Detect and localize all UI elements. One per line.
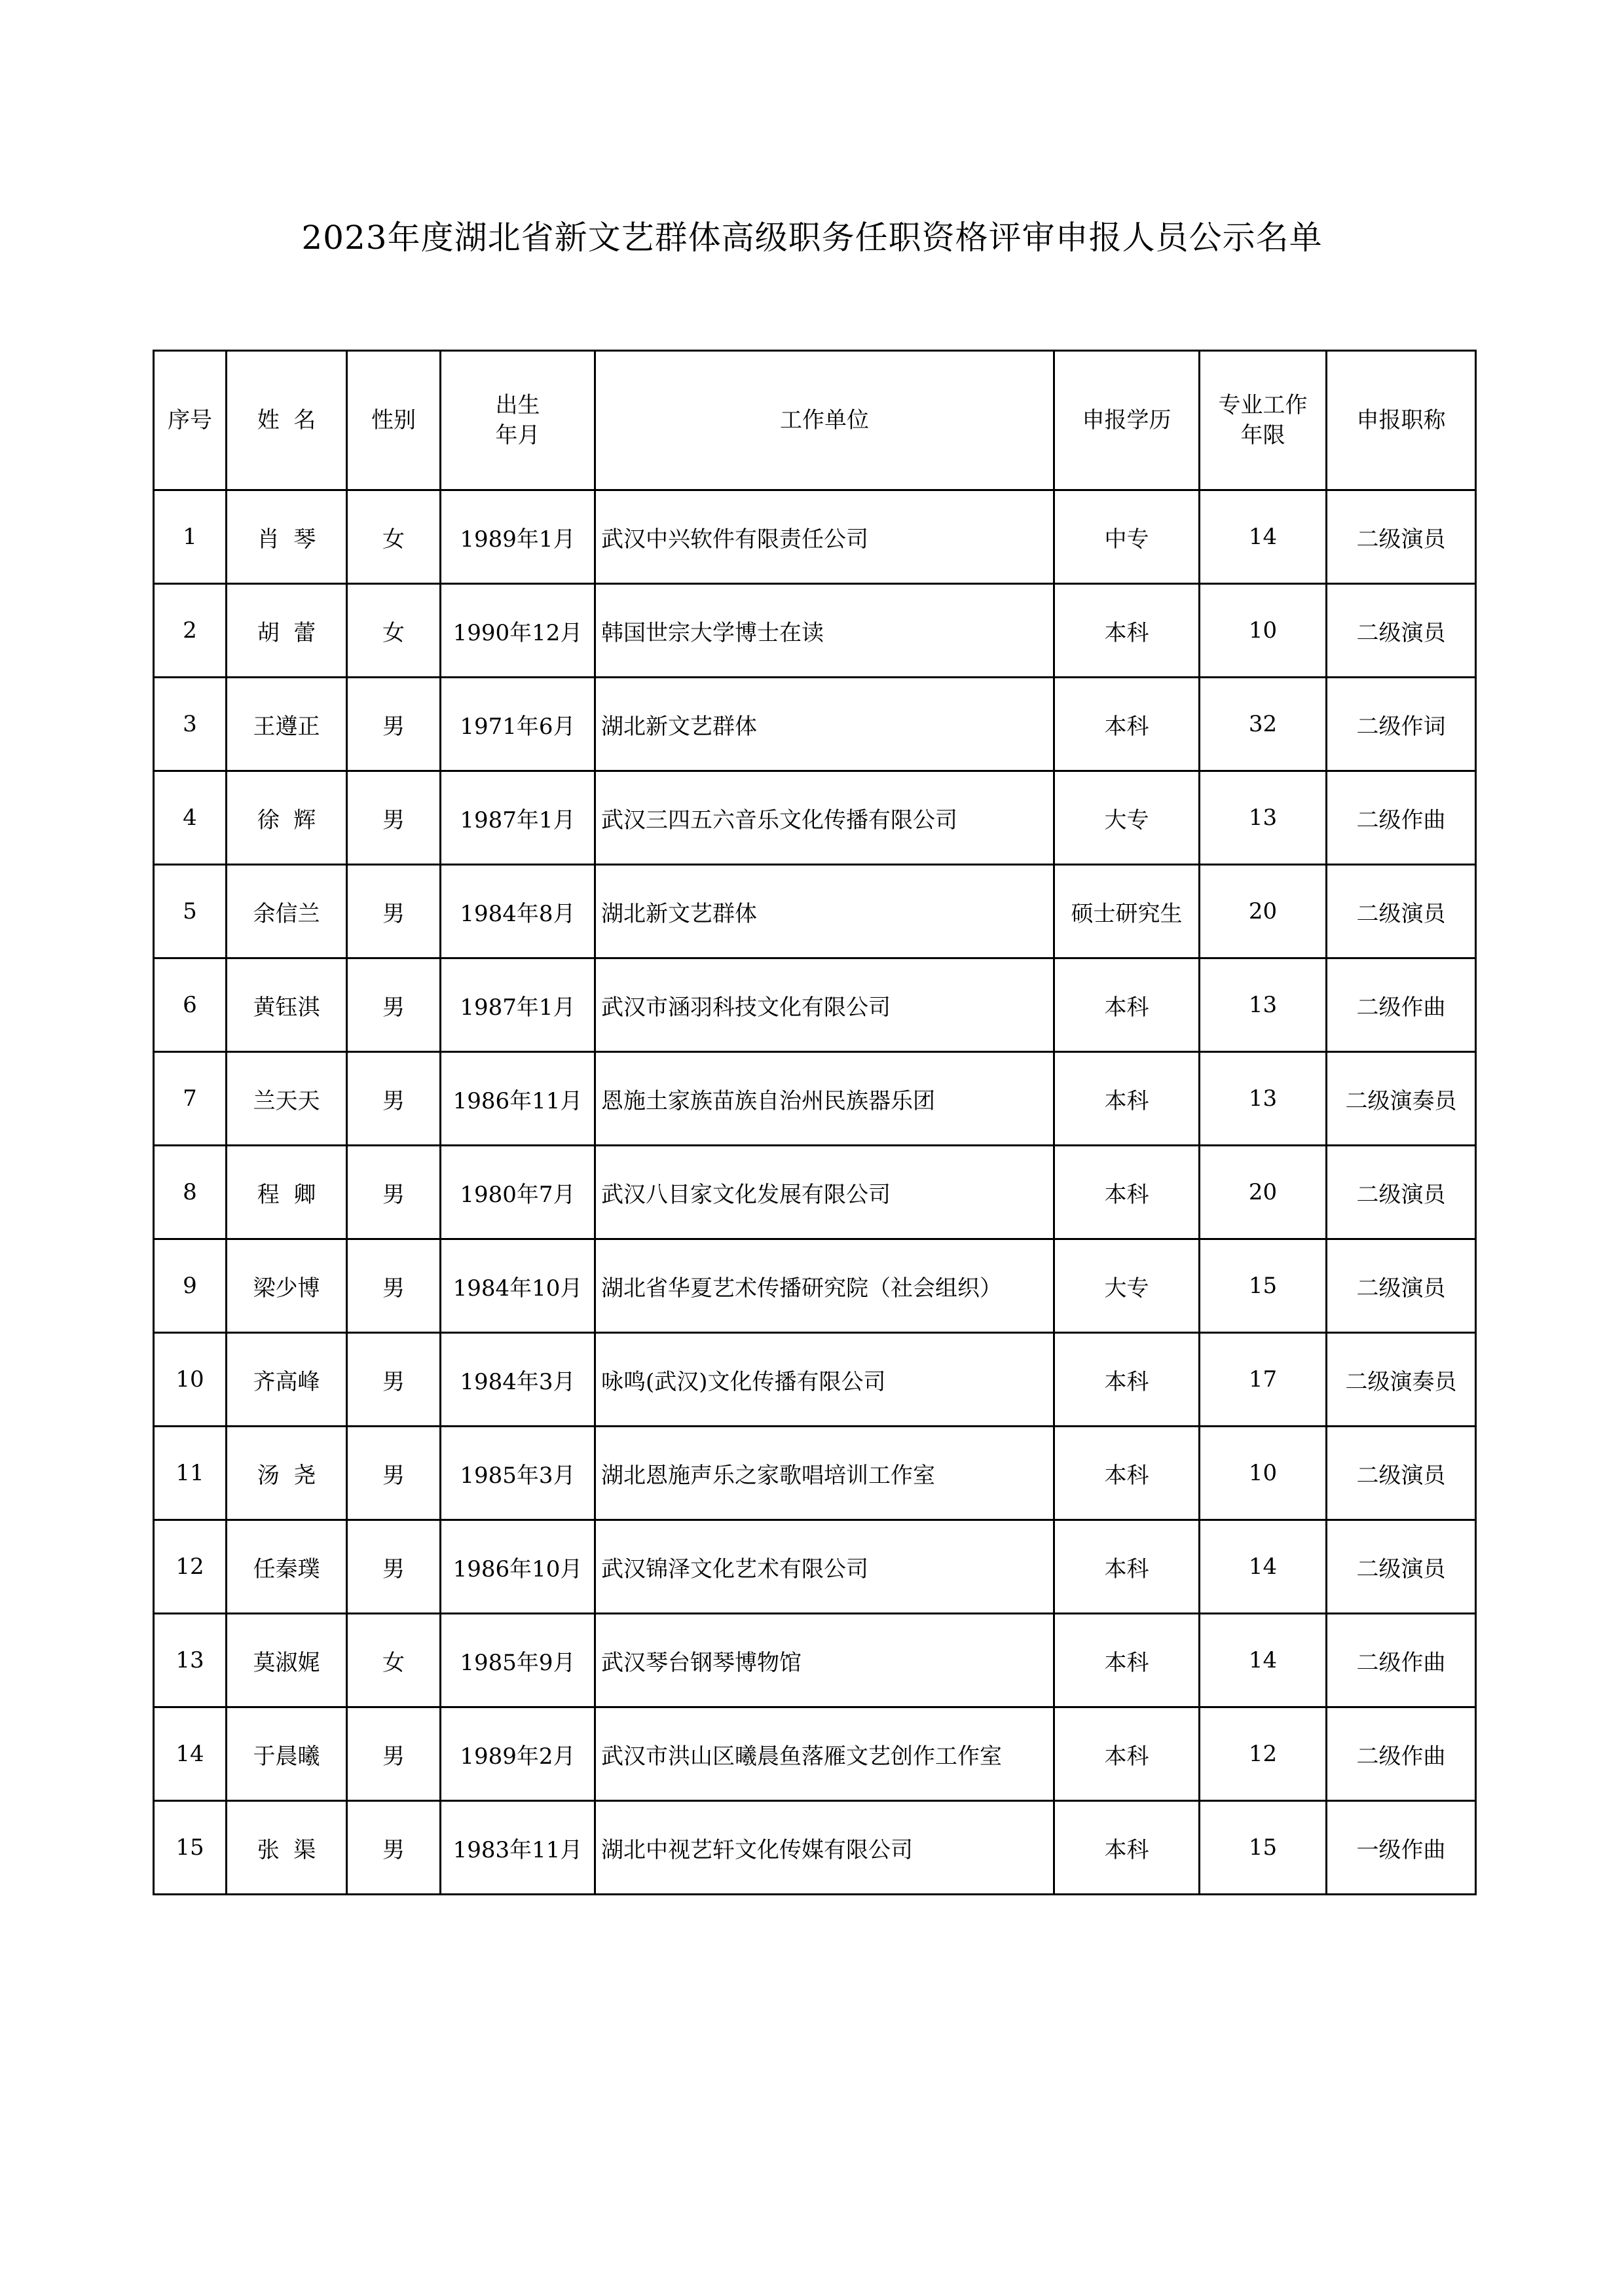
cell-seq: 15 xyxy=(154,1801,227,1895)
header-birth xyxy=(441,351,595,490)
cell-birth: 1990年12月 xyxy=(441,584,595,678)
cell-education: 本科 xyxy=(1054,1707,1200,1801)
cell-gender: 女 xyxy=(347,1614,441,1707)
cell-years: 15 xyxy=(1200,1801,1327,1895)
cell-education: 本科 xyxy=(1054,1333,1200,1427)
table-row xyxy=(154,1801,1476,1895)
cell-name: 齐高峰 xyxy=(227,1333,347,1427)
cell-employer: 湖北新文艺群体 xyxy=(595,865,1054,958)
cell-employer: 咏鸣(武汉)文化传播有限公司 xyxy=(595,1333,1054,1427)
cell-gender: 男 xyxy=(347,1052,441,1146)
cell-years: 20 xyxy=(1200,1146,1327,1239)
cell-employer: 武汉锦泽文化艺术有限公司 xyxy=(595,1520,1054,1614)
header-years-line2: 年限 xyxy=(1240,422,1285,448)
cell-seq: 8 xyxy=(154,1146,227,1239)
cell-education: 本科 xyxy=(1054,1801,1200,1895)
cell-gender: 男 xyxy=(347,1146,441,1239)
cell-education: 本科 xyxy=(1054,1520,1200,1614)
cell-years: 32 xyxy=(1200,678,1327,771)
cell-employer: 恩施土家族苗族自治州民族器乐团 xyxy=(595,1052,1054,1146)
cell-name: 梁少博 xyxy=(227,1239,347,1333)
cell-birth: 1986年11月 xyxy=(441,1052,595,1146)
cell-title-applied: 二级演员 xyxy=(1327,1520,1476,1614)
cell-employer: 湖北省华夏艺术传播研究院（社会组织） xyxy=(595,1239,1054,1333)
cell-education: 本科 xyxy=(1054,584,1200,678)
cell-employer: 武汉市涵羽科技文化有限公司 xyxy=(595,958,1054,1052)
table-row xyxy=(154,1707,1476,1801)
cell-years: 10 xyxy=(1200,584,1327,678)
header-years-line1: 专业工作 xyxy=(1218,392,1308,418)
cell-name: 黄钰淇 xyxy=(227,958,347,1052)
cell-gender: 男 xyxy=(347,1333,441,1427)
cell-years: 13 xyxy=(1200,958,1327,1052)
cell-title-applied: 二级作词 xyxy=(1327,678,1476,771)
table-row xyxy=(154,1239,1476,1333)
cell-gender: 男 xyxy=(347,958,441,1052)
table-row xyxy=(154,678,1476,771)
cell-name: 于晨曦 xyxy=(227,1707,347,1801)
header-birth-line2: 年月 xyxy=(495,422,540,448)
cell-gender: 男 xyxy=(347,1801,441,1895)
cell-employer: 湖北恩施声乐之家歌唱培训工作室 xyxy=(595,1427,1054,1520)
cell-name: 任秦璞 xyxy=(227,1520,347,1614)
cell-employer: 韩国世宗大学博士在读 xyxy=(595,584,1054,678)
cell-birth: 1986年10月 xyxy=(441,1520,595,1614)
cell-years: 17 xyxy=(1200,1333,1327,1427)
cell-years: 15 xyxy=(1200,1239,1327,1333)
applicant-table xyxy=(153,350,1477,1895)
cell-seq: 13 xyxy=(154,1614,227,1707)
cell-birth: 1989年2月 xyxy=(441,1707,595,1801)
cell-title-applied: 二级作曲 xyxy=(1327,1614,1476,1707)
cell-birth: 1985年3月 xyxy=(441,1427,595,1520)
header-birth-line1: 出生 xyxy=(495,392,540,418)
cell-education: 本科 xyxy=(1054,678,1200,771)
cell-seq: 6 xyxy=(154,958,227,1052)
table-row xyxy=(154,958,1476,1052)
header-title-applied: 申报职称 xyxy=(1327,351,1476,490)
cell-birth: 1980年7月 xyxy=(441,1146,595,1239)
cell-name: 程 卿 xyxy=(227,1146,347,1239)
table-row xyxy=(154,1146,1476,1239)
cell-seq: 3 xyxy=(154,678,227,771)
cell-seq: 7 xyxy=(154,1052,227,1146)
cell-years: 13 xyxy=(1200,771,1327,865)
table-row xyxy=(154,490,1476,584)
cell-seq: 1 xyxy=(154,490,227,584)
cell-employer: 武汉琴台钢琴博物馆 xyxy=(595,1614,1054,1707)
cell-title-applied: 二级演员 xyxy=(1327,1146,1476,1239)
cell-employer: 武汉市洪山区曦晨鱼落雁文艺创作工作室 xyxy=(595,1707,1054,1801)
table-row xyxy=(154,1520,1476,1614)
cell-gender: 男 xyxy=(347,1707,441,1801)
cell-gender: 男 xyxy=(347,1520,441,1614)
table-row xyxy=(154,584,1476,678)
header-employer: 工作单位 xyxy=(595,351,1054,490)
cell-title-applied: 二级演员 xyxy=(1327,865,1476,958)
cell-gender: 男 xyxy=(347,1239,441,1333)
cell-title-applied: 二级作曲 xyxy=(1327,958,1476,1052)
cell-birth: 1984年10月 xyxy=(441,1239,595,1333)
cell-gender: 女 xyxy=(347,584,441,678)
cell-gender: 男 xyxy=(347,771,441,865)
cell-birth: 1985年9月 xyxy=(441,1614,595,1707)
cell-name: 汤 尧 xyxy=(227,1427,347,1520)
cell-name: 肖 琴 xyxy=(227,490,347,584)
cell-gender: 女 xyxy=(347,490,441,584)
cell-years: 20 xyxy=(1200,865,1327,958)
cell-gender: 男 xyxy=(347,678,441,771)
cell-title-applied: 二级作曲 xyxy=(1327,771,1476,865)
cell-name: 莫淑娓 xyxy=(227,1614,347,1707)
cell-birth: 1984年8月 xyxy=(441,865,595,958)
cell-seq: 5 xyxy=(154,865,227,958)
cell-years: 12 xyxy=(1200,1707,1327,1801)
table-row xyxy=(154,1052,1476,1146)
cell-seq: 12 xyxy=(154,1520,227,1614)
page-title: 2023年度湖北省新文艺群体高级职务任职资格评审申报人员公示名单 xyxy=(301,219,1323,257)
cell-employer: 湖北中视艺轩文化传媒有限公司 xyxy=(595,1801,1054,1895)
cell-birth: 1989年1月 xyxy=(441,490,595,584)
cell-title-applied: 二级演员 xyxy=(1327,1427,1476,1520)
cell-birth: 1983年11月 xyxy=(441,1801,595,1895)
cell-name: 徐 辉 xyxy=(227,771,347,865)
header-years xyxy=(1200,351,1327,490)
cell-birth: 1984年3月 xyxy=(441,1333,595,1427)
cell-years: 13 xyxy=(1200,1052,1327,1146)
header-name: 姓 名 xyxy=(227,351,347,490)
cell-title-applied: 二级演员 xyxy=(1327,1239,1476,1333)
cell-name: 余信兰 xyxy=(227,865,347,958)
cell-name: 王遵正 xyxy=(227,678,347,771)
cell-education: 大专 xyxy=(1054,1239,1200,1333)
cell-name: 张 渠 xyxy=(227,1801,347,1895)
cell-education: 本科 xyxy=(1054,958,1200,1052)
cell-years: 14 xyxy=(1200,1520,1327,1614)
cell-title-applied: 二级演奏员 xyxy=(1327,1333,1476,1427)
cell-name: 兰天天 xyxy=(227,1052,347,1146)
table-header-row xyxy=(154,351,1476,490)
cell-education: 硕士研究生 xyxy=(1054,865,1200,958)
cell-education: 大专 xyxy=(1054,771,1200,865)
cell-title-applied: 二级作曲 xyxy=(1327,1707,1476,1801)
cell-employer: 武汉中兴软件有限责任公司 xyxy=(595,490,1054,584)
cell-gender: 男 xyxy=(347,1427,441,1520)
cell-gender: 男 xyxy=(347,865,441,958)
cell-birth: 1987年1月 xyxy=(441,958,595,1052)
table-row xyxy=(154,1427,1476,1520)
table-row xyxy=(154,1614,1476,1707)
cell-seq: 9 xyxy=(154,1239,227,1333)
cell-birth: 1971年6月 xyxy=(441,678,595,771)
header-gender: 性别 xyxy=(347,351,441,490)
cell-seq: 14 xyxy=(154,1707,227,1801)
cell-seq: 11 xyxy=(154,1427,227,1520)
cell-seq: 2 xyxy=(154,584,227,678)
cell-employer: 武汉三四五六音乐文化传播有限公司 xyxy=(595,771,1054,865)
cell-seq: 4 xyxy=(154,771,227,865)
table-row xyxy=(154,771,1476,865)
cell-title-applied: 二级演员 xyxy=(1327,490,1476,584)
cell-education: 中专 xyxy=(1054,490,1200,584)
cell-seq: 10 xyxy=(154,1333,227,1427)
cell-years: 10 xyxy=(1200,1427,1327,1520)
table-body xyxy=(154,490,1476,1895)
table-row xyxy=(154,1333,1476,1427)
cell-education: 本科 xyxy=(1054,1614,1200,1707)
cell-title-applied: 二级演员 xyxy=(1327,584,1476,678)
header-seq: 序号 xyxy=(154,351,227,490)
header-education: 申报学历 xyxy=(1054,351,1200,490)
cell-education: 本科 xyxy=(1054,1427,1200,1520)
table-row xyxy=(154,865,1476,958)
cell-education: 本科 xyxy=(1054,1146,1200,1239)
cell-years: 14 xyxy=(1200,490,1327,584)
cell-birth: 1987年1月 xyxy=(441,771,595,865)
cell-employer: 湖北新文艺群体 xyxy=(595,678,1054,771)
cell-years: 14 xyxy=(1200,1614,1327,1707)
cell-title-applied: 二级演奏员 xyxy=(1327,1052,1476,1146)
cell-education: 本科 xyxy=(1054,1052,1200,1146)
cell-employer: 武汉八目家文化发展有限公司 xyxy=(595,1146,1054,1239)
cell-name: 胡 蕾 xyxy=(227,584,347,678)
cell-title-applied: 一级作曲 xyxy=(1327,1801,1476,1895)
